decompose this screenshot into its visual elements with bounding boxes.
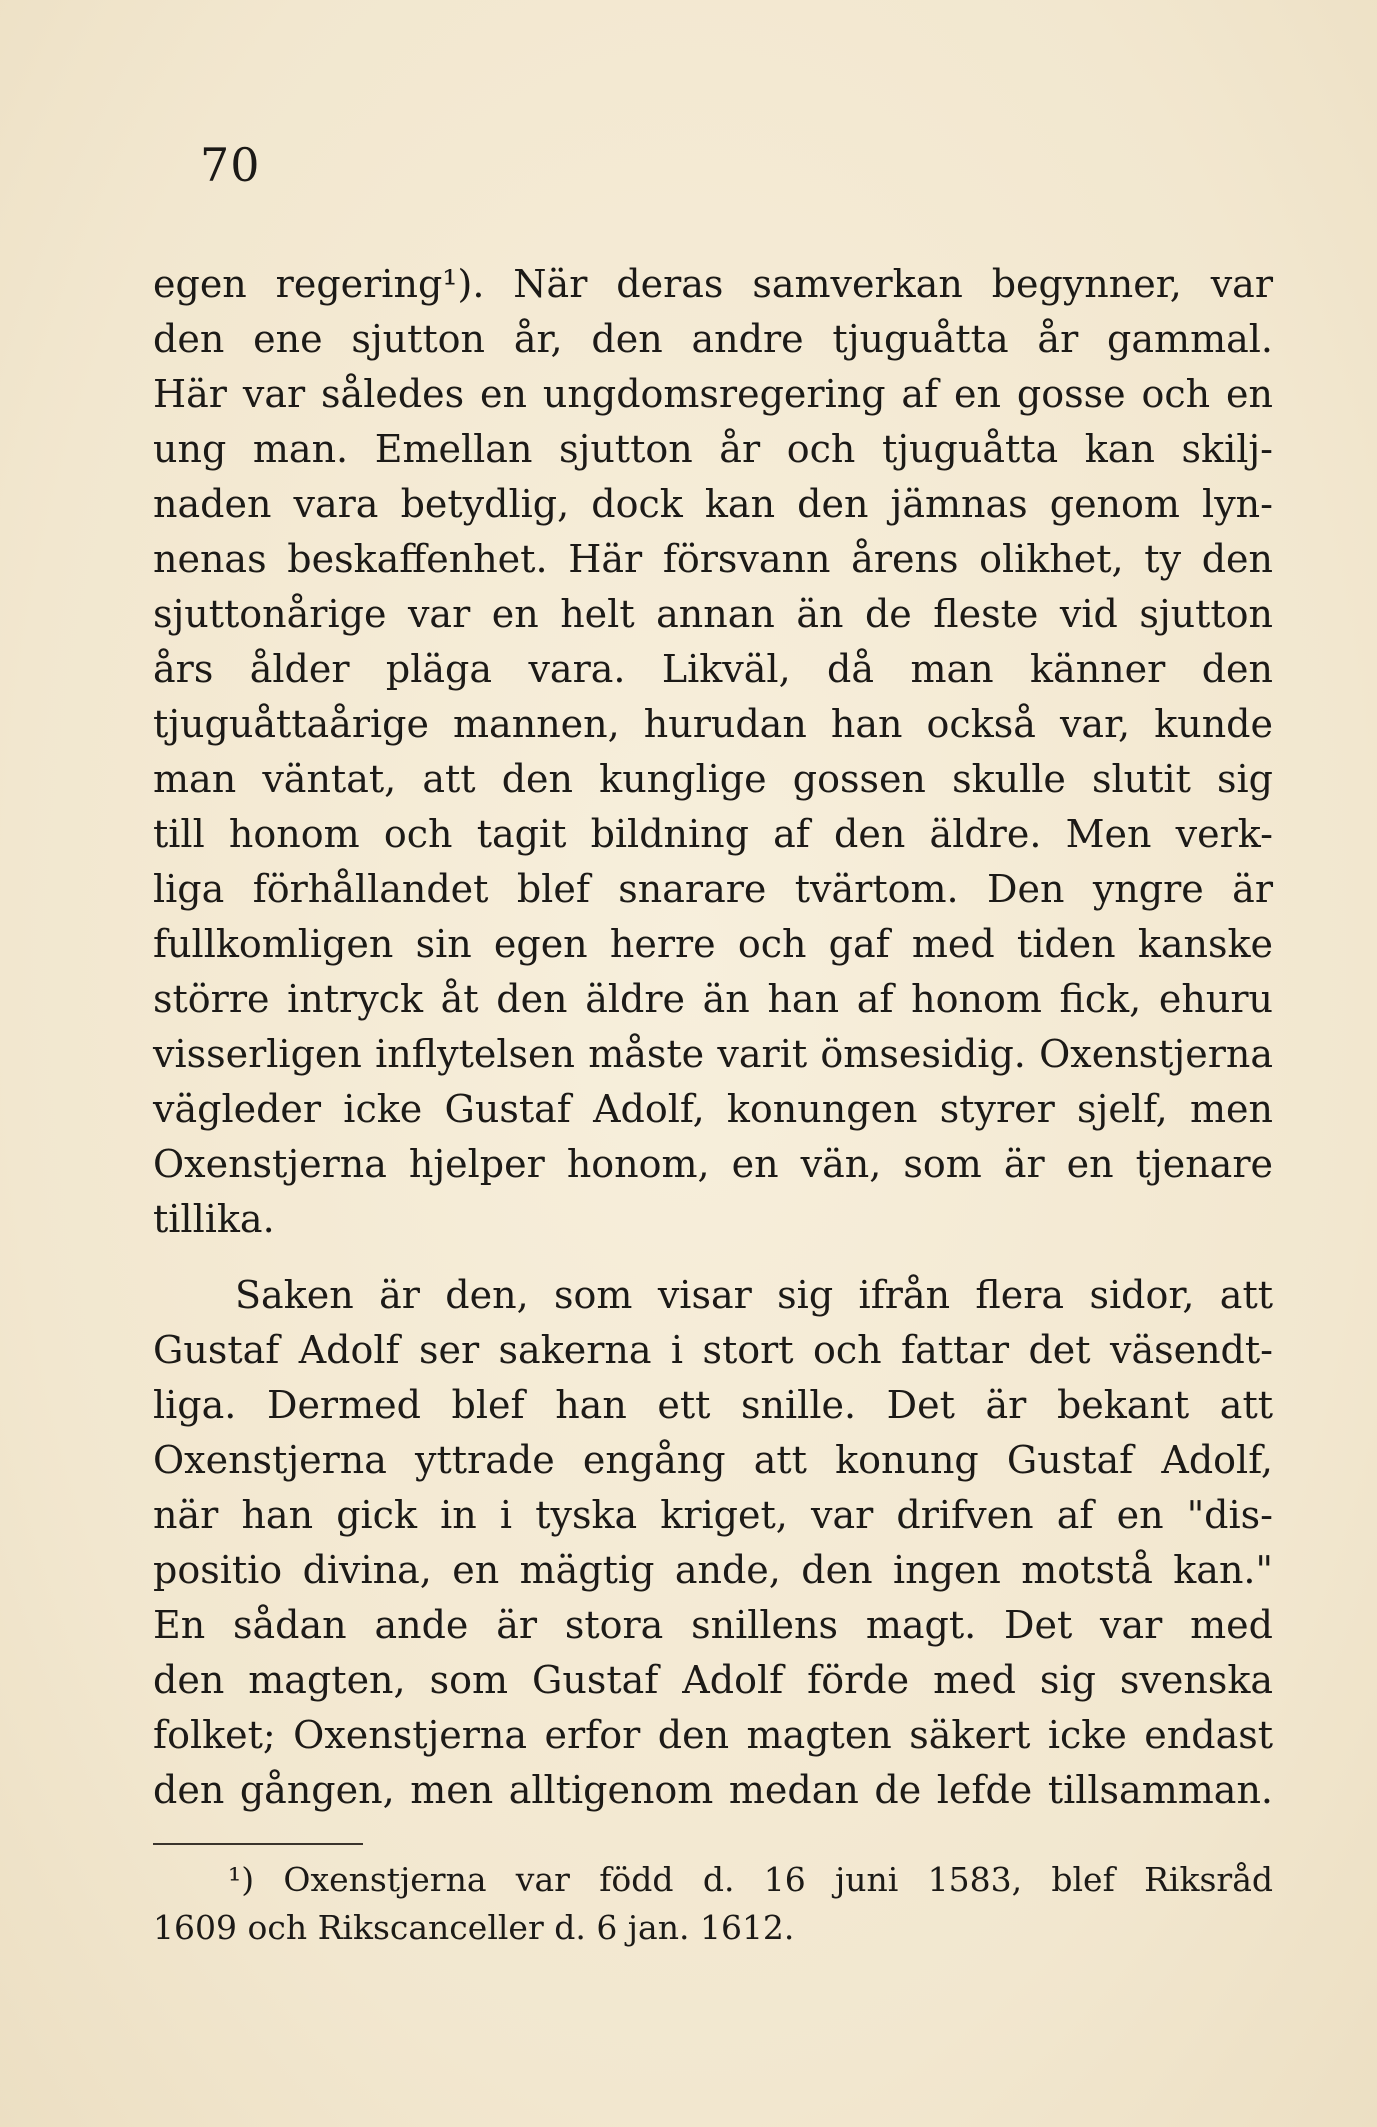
text-line: ung man. Emellan sjutton år och tjuguåtta kan skilj- (153, 427, 1273, 471)
text-line: större intryck åt den äldre än han af honom fick, ehuru (153, 977, 1273, 1021)
text-line: när han gick in i tyska kriget, var drifven af en "dis- (153, 1493, 1273, 1537)
text-line: tillika. (153, 1197, 275, 1241)
footnote-line: 1609 och Rikscanceller d. 6 jan. 1612. (153, 1908, 795, 1947)
text-line: den gången, men alltigenom medan de lefde tillsamman. (153, 1768, 1273, 1812)
text-line: sjuttonårige var en helt annan än de fleste vid sjutton (153, 592, 1273, 636)
text-line: fullkomligen sin egen herre och gaf med tiden kanske (153, 922, 1273, 966)
text-line: egen regering¹). När deras samverkan begynner, var (153, 262, 1273, 306)
footnote-line: ¹) Oxenstjerna var född d. 16 juni 1583, blef Riksråd (228, 1860, 1273, 1899)
footnote (153, 1856, 1273, 1952)
paragraph-2 (153, 1268, 1273, 1818)
footnote-divider (153, 1843, 363, 1845)
text-line: den magten, som Gustaf Adolf förde med sig svenska (153, 1658, 1273, 1702)
text-line: liga. Dermed blef han ett snille. Det är bekant att (153, 1383, 1273, 1427)
text-line: man väntat, att den kunglige gossen skulle slutit sig (153, 757, 1273, 801)
text-line: vägleder icke Gustaf Adolf, konungen styrer sjelf, men (153, 1087, 1273, 1131)
text-line: Oxenstjerna hjelper honom, en vän, som är en tjenare (153, 1142, 1273, 1186)
text-line: naden vara betydlig, dock kan den jämnas genom lyn- (153, 482, 1273, 526)
text-line: folket; Oxenstjerna erfor den magten säkert icke endast (153, 1713, 1273, 1757)
text-line: den ene sjutton år, den andre tjuguåtta år gammal. (153, 317, 1273, 361)
paragraph-1 (153, 257, 1273, 1247)
page-number: 70 (200, 138, 261, 192)
text-line: års ålder pläga vara. Likväl, då man känner den (153, 647, 1273, 691)
text-line: liga förhållandet blef snarare tvärtom. Den yngre är (153, 867, 1273, 911)
text-line: En sådan ande är stora snillens magt. Det var med (153, 1603, 1273, 1647)
text-line: Saken är den, som visar sig ifrån flera sidor, att (235, 1273, 1273, 1317)
text-line: visserligen inflytelsen måste varit ömsesidig. Oxenstjerna (153, 1032, 1273, 1076)
text-line: till honom och tagit bildning af den äldre. Men verk- (153, 812, 1273, 856)
text-line: nenas beskaffenhet. Här försvann årens olikhet, ty den (153, 537, 1273, 581)
text-line: tjuguåttaårige mannen, hurudan han också var, kunde (153, 702, 1273, 746)
text-line: Här var således en ungdomsregering af en gosse och en (153, 372, 1273, 416)
text-line: Oxenstjerna yttrade engång att konung Gustaf Adolf, (153, 1438, 1273, 1482)
text-line: Gustaf Adolf ser sakerna i stort och fattar det väsendt- (153, 1328, 1273, 1372)
text-line: positio divina, en mägtig ande, den ingen motstå kan." (153, 1548, 1273, 1592)
